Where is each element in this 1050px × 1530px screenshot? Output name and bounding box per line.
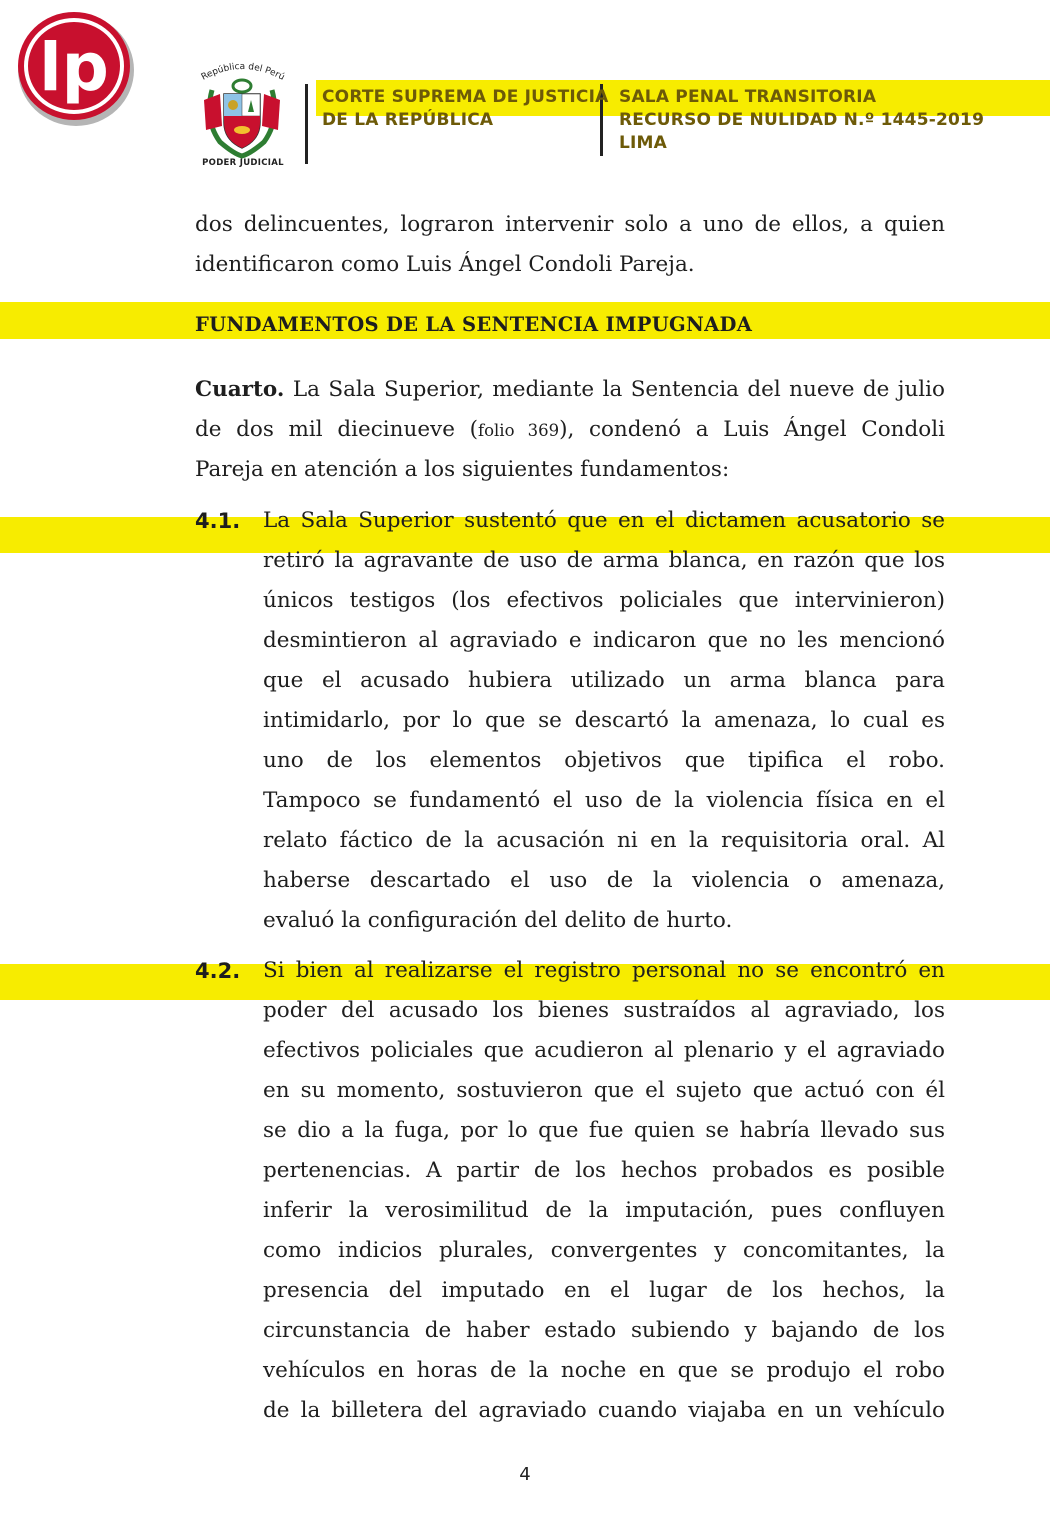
svg-text:República del Perú: República del Perú bbox=[199, 61, 286, 83]
text-line: poder del acusado los bienes sustraídos al agraviado, los bbox=[263, 998, 945, 1023]
item-4-2-text bbox=[263, 951, 945, 1431]
text-line: desmintieron al agraviado e indicaron que no les mencionó bbox=[263, 628, 945, 653]
text-line: relato fáctico de la acusación ni en la requisitoria oral. Al bbox=[263, 828, 945, 853]
cuarto-label: Cuarto. bbox=[195, 377, 285, 402]
poder-judicial-crest-icon bbox=[190, 60, 295, 172]
case-info bbox=[619, 86, 984, 155]
text-line: uno de los elementos objetivos que tipifica el robo. bbox=[263, 748, 945, 773]
text-line: únicos testigos (los efectivos policiales que intervinieron) bbox=[263, 588, 945, 613]
text-line: de la billetera del agraviado cuando viajaba en un vehículo bbox=[263, 1398, 945, 1423]
city: LIMA bbox=[619, 133, 668, 153]
crest-caption: PODER JUDICIAL bbox=[202, 158, 284, 168]
text-line: vehículos en horas de la noche en que se produjo el robo bbox=[263, 1358, 945, 1383]
text-line: pertenencias. A partir de los hechos probados es posible bbox=[263, 1158, 945, 1183]
text-line: Si bien al realizarse el registro personal no se encontró en bbox=[263, 958, 945, 983]
text-line: presencia del imputado en el lugar de los hechos, la bbox=[263, 1278, 945, 1303]
text-line: en su momento, sostuvieron que el sujeto que actuó con él bbox=[263, 1078, 945, 1103]
page-number: 4 bbox=[519, 1464, 531, 1485]
court-line-2: DE LA REPÚBLICA bbox=[322, 110, 494, 130]
text-line: evaluó la configuración del delito de hurto. bbox=[263, 908, 733, 933]
cuarto-line2a: de dos mil diecinueve ( bbox=[195, 417, 478, 442]
text-line: inferir la verosimilitud de la imputación, pues confluyen bbox=[263, 1198, 945, 1223]
text-line: Tampoco se fundamentó el uso de la violencia física en el bbox=[263, 788, 945, 813]
text-line: intimidarlo, por lo que se descartó la amenaza, lo cual es bbox=[263, 708, 945, 733]
header-divider-left bbox=[305, 84, 308, 164]
sala-name: SALA PENAL TRANSITORIA bbox=[619, 87, 877, 107]
folio-ref: folio 369 bbox=[477, 421, 560, 440]
court-line-1: CORTE SUPREMA DE JUSTICIA bbox=[322, 87, 609, 107]
recurso-number: RECURSO DE NULIDAD N.º 1445-2019 bbox=[619, 110, 985, 130]
item-4-2-number: 4.2. bbox=[195, 959, 241, 983]
item-4-1-number: 4.1. bbox=[195, 509, 241, 533]
court-name bbox=[322, 86, 608, 132]
svg-text:lp: lp bbox=[39, 29, 109, 106]
lp-logo bbox=[14, 8, 138, 128]
section-heading: FUNDAMENTOS DE LA SENTENCIA IMPUGNADA bbox=[195, 313, 753, 336]
cuarto-line2b: ), condenó a Luis Ángel Condoli bbox=[559, 417, 945, 442]
text-line: La Sala Superior sustentó que en el dictamen acusatorio se bbox=[263, 508, 945, 533]
text-line: identificaron como Luis Ángel Condoli Pareja. bbox=[195, 252, 695, 277]
text-line: efectivos policiales que acudieron al plenario y el agraviado bbox=[263, 1038, 945, 1063]
text-line bbox=[195, 410, 945, 450]
text-line: Pareja en atención a los siguientes fundamentos: bbox=[195, 457, 730, 482]
text-line: como indicios plurales, convergentes y concomitantes, la bbox=[263, 1238, 945, 1263]
cuarto-paragraph bbox=[195, 370, 945, 490]
text-line: se dio a la fuga, por lo que fue quien se habría llevado sus bbox=[263, 1118, 945, 1143]
text-line: retiró la agravante de uso de arma blanca, en razón que los bbox=[263, 548, 945, 573]
text-line: que el acusado hubiera utilizado un arma blanca para bbox=[263, 668, 945, 693]
text-line: circunstancia de haber estado subiendo y bajando de los bbox=[263, 1318, 945, 1343]
intro-paragraph bbox=[195, 205, 945, 285]
item-4-1-text bbox=[263, 501, 945, 941]
cuarto-line1: La Sala Superior, mediante la Sentencia del nueve de julio bbox=[292, 377, 945, 402]
text-line: haberse descartado el uso de la violencia o amenaza, bbox=[263, 868, 945, 893]
text-line: dos delincuentes, lograron intervenir solo a uno de ellos, a quien bbox=[195, 212, 945, 237]
text-line bbox=[195, 370, 945, 410]
